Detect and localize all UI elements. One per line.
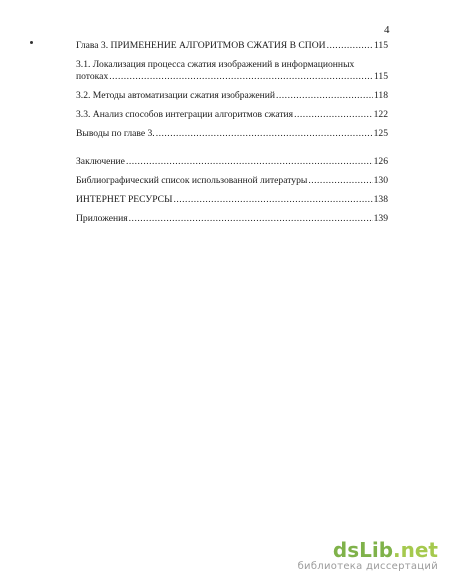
dot-leader bbox=[327, 40, 373, 52]
toc-entry-title: 3.2. Методы автоматизации сжатия изображений bbox=[76, 90, 275, 101]
toc-entry-internet-resources[interactable] bbox=[76, 194, 388, 206]
toc-entry-title: Заключение bbox=[76, 156, 125, 167]
toc-entry-page: 139 bbox=[373, 213, 388, 224]
toc-entry-title: Глава 3. ПРИМЕНЕНИЕ АЛГОРИТМОВ СЖАТИЯ В СПОИ bbox=[76, 40, 326, 51]
toc-entry-page: 115 bbox=[373, 40, 388, 51]
toc-entry-page: 115 bbox=[373, 71, 388, 82]
page-number: 4 bbox=[384, 24, 390, 36]
scan-speck bbox=[30, 41, 33, 44]
toc-entry-page: 118 bbox=[373, 90, 388, 101]
toc-entry-title: ИНТЕРНЕТ РЕСУРСЫ bbox=[76, 194, 173, 205]
dot-leader bbox=[276, 90, 373, 102]
toc-entry-page: 122 bbox=[373, 109, 388, 120]
dslib-logo-name: dsLib bbox=[332, 538, 394, 562]
dot-leader bbox=[126, 156, 373, 168]
table-of-contents bbox=[76, 40, 388, 232]
dot-leader bbox=[129, 213, 373, 225]
toc-entry-conclusion[interactable] bbox=[76, 156, 388, 168]
dot-leader bbox=[173, 194, 372, 206]
toc-entry-title: 3.1. Локализация процесса сжатия изображений в информационных bbox=[76, 59, 355, 70]
toc-entry-title: Выводы по главе 3. bbox=[76, 128, 155, 139]
toc-chapter-3 bbox=[76, 40, 388, 140]
toc-entry-conclusions-3[interactable] bbox=[76, 128, 388, 140]
toc-back-matter bbox=[76, 156, 388, 187]
dot-leader bbox=[294, 109, 373, 121]
toc-entry-page: 138 bbox=[373, 194, 388, 205]
toc-entry-appendices[interactable] bbox=[76, 213, 388, 225]
toc-entry-title-cont: потоках bbox=[76, 71, 109, 82]
toc-entry-page: 130 bbox=[373, 175, 388, 186]
toc-entry-page: 125 bbox=[373, 128, 388, 139]
dot-leader bbox=[308, 175, 372, 187]
dslib-logo bbox=[298, 539, 438, 561]
dot-leader bbox=[109, 71, 373, 83]
dot-leader bbox=[156, 128, 373, 140]
toc-extra bbox=[76, 194, 388, 225]
toc-entry-title: 3.3. Анализ способов интеграции алгоритмов сжатия bbox=[76, 109, 294, 120]
toc-entry-title: Приложения bbox=[76, 213, 128, 224]
toc-entry-bibliography[interactable] bbox=[76, 175, 388, 187]
toc-entry-chapter-3[interactable] bbox=[76, 40, 388, 52]
toc-entry-3-2[interactable] bbox=[76, 90, 388, 102]
dslib-subtitle: библиотека диссертаций bbox=[297, 561, 438, 572]
toc-entry-title: Библиографический список использованной литературы bbox=[76, 175, 308, 186]
toc-entry-page: 126 bbox=[373, 156, 388, 167]
dslib-logo-tld: .net bbox=[393, 538, 438, 562]
toc-entry-3-3[interactable] bbox=[76, 109, 388, 121]
toc-entry-3-1[interactable] bbox=[76, 59, 388, 83]
dslib-watermark bbox=[298, 539, 438, 572]
